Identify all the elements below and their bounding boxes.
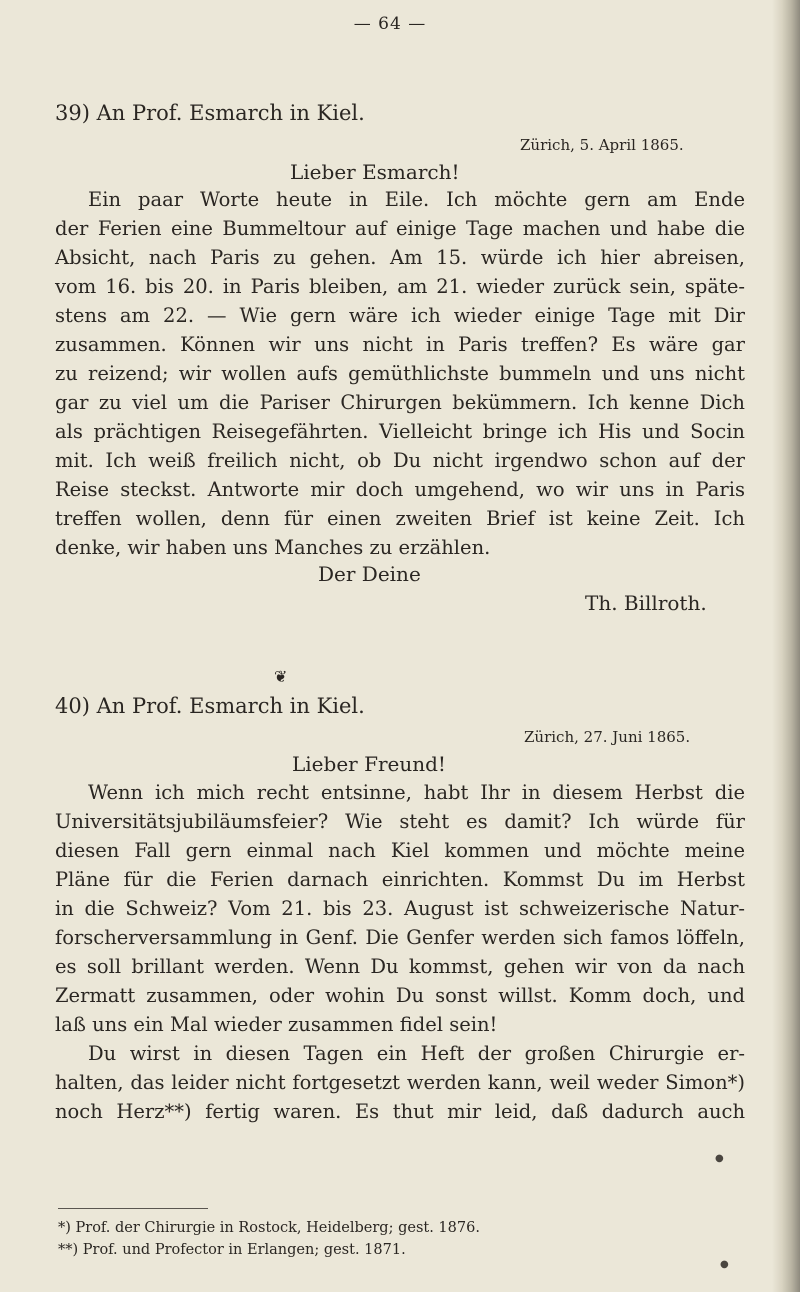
letter-39-line: zu reizend; wir wollen aufs gemüthlichste bummeln und uns nicht — [55, 362, 745, 385]
letter-40-line: diesen Fall gern einmal nach Kiel kommen und möchte meine — [55, 839, 745, 862]
letter-39-line: Reise steckst. Antworte mir doch umgehend, wo wir uns in Paris — [55, 478, 745, 501]
letter-39-line: denke, wir haben uns Manches zu erzählen. — [55, 536, 491, 559]
letter-40-line: es soll brillant werden. Wenn Du kommst, gehen wir von da nach — [55, 955, 745, 978]
letter-39-line: Ein paar Worte heute in Eile. Ich möchte gern am Ende — [88, 188, 745, 211]
letter-39-salutation: Lieber Esmarch! — [290, 160, 460, 184]
letter-39-line: zusammen. Können wir uns nicht in Paris treffen? Es wäre gar — [55, 333, 745, 356]
letter-39-line: als prächtigen Reisegefährten. Vielleicht bringe ich His und Socin — [55, 420, 745, 443]
letter-40-line: forscherversammlung in Genf. Die Genfer werden sich famos löffeln, — [55, 926, 745, 949]
letter-39-signature: Th. Billroth. — [585, 591, 707, 615]
letter-40-line: noch Herz**) fertig waren. Es thut mir leid, daß dadurch auch — [55, 1100, 745, 1123]
letter-39-line: treffen wollen, denn für einen zweiten Brief ist keine Zeit. Ich — [55, 507, 745, 530]
ink-speck: ● — [720, 1259, 729, 1270]
letter-39-line: vom 16. bis 20. in Paris bleiben, am 21. wieder zurück sein, späte- — [55, 275, 745, 298]
letter-40-line: halten, das leider nicht fortgesetzt werden kann, weil weder Simon*) — [55, 1071, 745, 1094]
letter-40-line: Du wirst in diesen Tagen ein Heft der großen Chirurgie er- — [88, 1042, 745, 1065]
letter-40-dateline: Zürich, 27. Juni 1865. — [524, 728, 691, 746]
letter-40-line: Wenn ich mich recht entsinne, habt Ihr in diesem Herbst die — [88, 781, 745, 804]
footnote: *) Prof. der Chirurgie in Rostock, Heidelberg; gest. 1876. — [58, 1220, 480, 1236]
letter-39-closing: Der Deine — [318, 562, 421, 586]
letter-40-line: laß uns ein Mal wieder zusammen fidel sein! — [55, 1013, 498, 1036]
letter-39-line: stens am 22. — Wie gern wäre ich wieder einige Tage mit Dir — [55, 304, 745, 327]
letter-40-salutation: Lieber Freund! — [292, 752, 446, 776]
footnote: **) Prof. und Profector in Erlangen; gest. 1871. — [58, 1242, 406, 1258]
letter-40-line: Universitätsjubiläumsfeier? Wie steht es damit? Ich würde für — [55, 810, 745, 833]
page-edge-shadow — [772, 0, 800, 1292]
letter-40-line: Pläne für die Ferien darnach einrichten. Kommst Du im Herbst — [55, 868, 745, 891]
letter-39-heading: 39) An Prof. Esmarch in Kiel. — [55, 101, 365, 125]
page-number: — 64 — — [353, 14, 427, 34]
letter-39-line: mit. Ich weiß freilich nicht, ob Du nicht irgendwo schon auf der — [55, 449, 745, 472]
letter-39-line: Absicht, nach Paris zu gehen. Am 15. würde ich hier abreisen, — [55, 246, 745, 269]
letter-40-line: Zermatt zusammen, oder wohin Du sonst willst. Komm doch, und — [55, 984, 745, 1007]
ink-speck: ● — [715, 1153, 724, 1164]
ornament: ❦ — [274, 667, 288, 686]
letter-40-line: in die Schweiz? Vom 21. bis 23. August ist schweizerische Natur- — [55, 897, 745, 920]
letter-39-line: gar zu viel um die Pariser Chirurgen bekümmern. Ich kenne Dich — [55, 391, 745, 414]
letter-39-dateline: Zürich, 5. April 1865. — [520, 136, 684, 154]
footnote-rule — [58, 1208, 208, 1209]
letter-40-heading: 40) An Prof. Esmarch in Kiel. — [55, 694, 365, 718]
letter-39-line: der Ferien eine Bummeltour auf einige Tage machen und habe die — [55, 217, 745, 240]
